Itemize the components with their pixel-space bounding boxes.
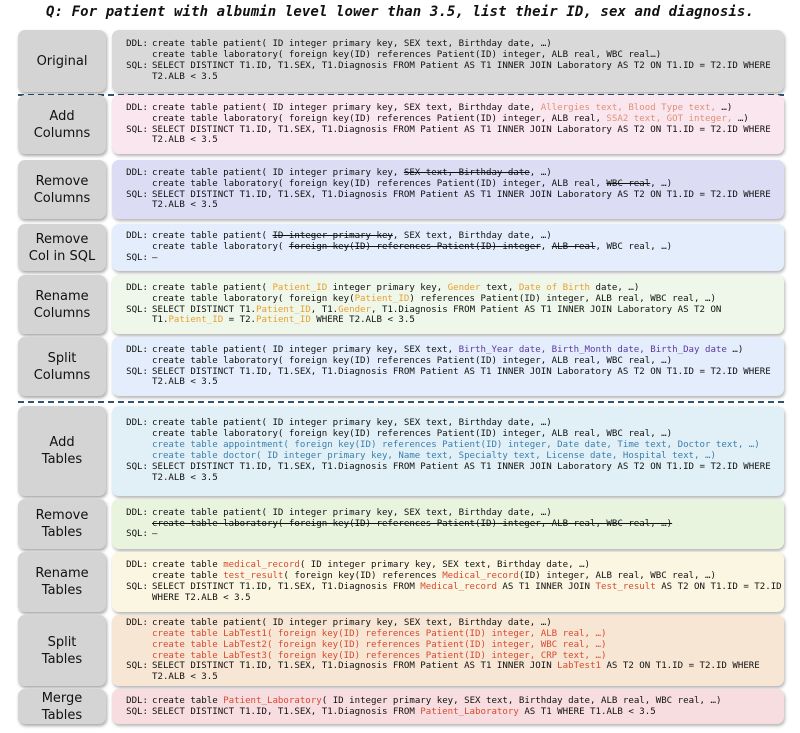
code-text: AS T1 INNER JOIN [496, 582, 596, 592]
variation-row [18, 224, 784, 271]
code-text: ) references Patient(ID) integer, ALB real, WBC real, …) [409, 293, 716, 304]
code-text: , [540, 242, 552, 253]
variation-label: Remove Tables [18, 499, 106, 549]
code-text: , …) [529, 167, 552, 178]
code-line [120, 253, 776, 264]
code-text: SELECT DISTINCT T1.ID, T1.SEX, T1.Diagnosis FROM Patient AS T1 INNER JOIN Laboratory AS T2 ON T1.ID = T2.ID WHERE [152, 124, 771, 135]
code-text: – [152, 529, 158, 540]
code-text: , WBC real, …) [595, 242, 673, 253]
line-tag: DDL: [126, 507, 148, 518]
variation-row [18, 160, 784, 219]
code-text: create table patient( ID integer primary key, SEX text, Birthday date, …) [152, 418, 552, 429]
line-tag: DDL: [126, 231, 148, 242]
code-line [120, 114, 776, 125]
code-text: create table patient( ID integer primary key, SEX text, Birthday date, …) [152, 617, 552, 628]
highlighted-text: Allergies text, Blood Type text, [540, 102, 716, 113]
code-text: T2.ALB < 3.5 [152, 71, 218, 82]
code-text: (ID) integer, ALB real, WBC real, …) [518, 571, 716, 582]
variation-row [18, 552, 784, 612]
variation-row [18, 615, 784, 686]
code-line [120, 462, 776, 473]
schema-box [112, 552, 784, 612]
code-text: create table [152, 571, 224, 582]
code-text: create table patient( ID integer primary key, SEX text, Birthday date, [152, 102, 541, 113]
highlighted-text: Medical_record [442, 571, 519, 582]
code-line [120, 168, 776, 179]
section-divider [18, 401, 784, 403]
code-text: create table patient( ID integer primary key, SEX text, Birthday date, …) [152, 507, 552, 518]
variation-label: Merge Tables [18, 689, 106, 724]
line-tag: SQL: [126, 189, 148, 200]
code-text: , T1.Diagnosis FROM Patient AS T1 INNER JOIN Laboratory AS T2 ON [371, 304, 722, 315]
line-tag: SQL: [126, 706, 148, 717]
variation-row [18, 30, 784, 92]
highlighted-text: Patient_ID [256, 304, 311, 315]
code-line [120, 242, 776, 253]
code-line [120, 72, 776, 83]
code-line [120, 593, 776, 604]
code-text: ( foreign key(ID) references [283, 571, 443, 582]
code-text: SELECT DISTINCT T1.ID, T1.SEX, T1.Diagnosis FROM [152, 706, 421, 717]
schema-box [112, 337, 784, 396]
code-text: …) [726, 344, 744, 355]
line-tag: SQL: [126, 252, 148, 263]
code-text: create table laboratory( foreign key(ID) references Patient(ID) integer, ALB real, WBC real…) [152, 50, 662, 61]
code-text: create table laboratory( foreign key(ID) references Patient(ID) integer, ALB real, [152, 113, 607, 124]
code-text: create table laboratory( foreign key( [152, 293, 355, 304]
line-tag: SQL: [126, 661, 148, 672]
code-line [120, 135, 776, 146]
code-text: text, [480, 282, 519, 293]
highlighted-text: Patient_Laboratory [223, 695, 322, 706]
variation-label: Add Columns [18, 95, 106, 154]
code-text: , SEX text, Birthday date, …) [392, 231, 552, 242]
line-tag: SQL: [126, 304, 148, 315]
code-line [120, 50, 776, 61]
removed-text: ALB real [551, 242, 596, 253]
highlighted-text: medical_record [223, 560, 300, 571]
code-line [120, 231, 776, 242]
highlighted-text: create table LabTest2( foreign key(ID) references Patient(ID) integer, WBC real, …) [152, 639, 607, 650]
variation-row [18, 337, 784, 396]
removed-text: SEX text, Birthday date [403, 167, 530, 178]
line-tag: SQL: [126, 461, 148, 472]
code-text: SELECT DISTINCT T1.ID, T1.SEX, T1.Diagnosis FROM [152, 582, 421, 592]
variation-label: Remove Columns [18, 160, 106, 219]
code-text: – [152, 252, 158, 263]
code-line [120, 345, 776, 356]
line-tag: DDL: [126, 418, 148, 429]
code-text: T2.ALB < 3.5 [152, 377, 218, 388]
code-line [120, 661, 776, 672]
code-line [120, 179, 776, 190]
code-line [120, 283, 776, 294]
variation-label: Rename Columns [18, 275, 106, 334]
code-line [120, 696, 776, 707]
code-line [120, 529, 776, 540]
variation-label: Original [18, 30, 106, 92]
highlighted-text: Patient_ID [256, 315, 311, 326]
schema-box [112, 30, 784, 92]
highlighted-text: Gender [447, 282, 481, 293]
line-tag: SQL: [126, 61, 148, 71]
variation-label: Add Tables [18, 406, 106, 496]
code-text: T2.ALB < 3.5 [152, 200, 218, 211]
line-tag: DDL: [126, 39, 148, 50]
highlighted-text: test_result [223, 571, 284, 582]
code-text: AS T2 ON T1.ID = T2.ID WHERE [600, 661, 760, 672]
code-text: , T1. [310, 304, 339, 315]
code-text: create table laboratory( [152, 242, 289, 253]
highlighted-text: Patient_ID [354, 293, 410, 304]
code-text: SELECT DISTINCT T1.ID, T1.SEX, T1.Diagnosis FROM Patient AS T1 INNER JOIN [152, 661, 558, 672]
code-line [120, 440, 776, 451]
code-text: create table patient( ID integer primary key, SEX text, Birthday date, …) [152, 39, 552, 50]
code-text: integer primary key, [327, 282, 448, 293]
code-line [120, 61, 776, 72]
question-title: Q: For patient with albumin level lower than 3.5, list their ID, sex and diagnosis. [46, 4, 754, 20]
highlighted-text: Patient_Laboratory [420, 706, 519, 717]
code-text: create table patient( ID integer primary key, SEX text, [152, 344, 459, 355]
code-text: create table patient( ID integer primary key, [152, 167, 404, 178]
variation-row [18, 689, 784, 724]
code-line [120, 560, 776, 571]
line-tag: SQL: [126, 124, 148, 135]
highlighted-text: Date of Birth [518, 282, 591, 293]
removed-text: create table laboratory( foreign key(ID) references Patient(ID) integer, ALB real, WBC real, …) [152, 518, 673, 529]
code-line [120, 125, 776, 136]
code-text: WHERE T2.ALB < 3.5 [310, 315, 415, 326]
highlighted-text: create table LabTest3( foreign key(ID) references Patient(ID) integer, CRP text, …) [152, 650, 607, 661]
code-line [120, 103, 776, 114]
code-line [120, 418, 776, 429]
code-text: T2.ALB < 3.5 [152, 472, 218, 483]
code-line [120, 451, 776, 462]
code-text: SELECT DISTINCT T1.ID, T1.SEX, T1.Diagnosis FROM Patient AS T1 INNER JOIN Laboratory AS T2 ON T1.ID = T2.ID WHERE [152, 189, 771, 200]
variation-row [18, 95, 784, 154]
highlighted-text: Birth_Year date, Birth_Month date, Birth_Day date [458, 344, 727, 355]
code-text: SELECT DISTINCT T1.ID, T1.SEX, T1.Diagnosis FROM Patient AS T1 INNER JOIN Laboratory AS T2 ON T1.ID = T2.ID WHERE [152, 61, 771, 71]
code-text: SELECT DISTINCT T1. [152, 304, 257, 315]
variation-label: Remove Col in SQL [18, 224, 106, 271]
line-tag: DDL: [126, 282, 148, 293]
highlighted-text: LabTest1 [557, 661, 601, 672]
code-text: …) [715, 102, 733, 113]
code-text: = T2. [223, 315, 257, 326]
code-text: AS T1 WHERE T1.ALB < 3.5 [518, 706, 656, 717]
code-line [120, 473, 776, 484]
line-tag: DDL: [126, 102, 148, 113]
highlighted-text: Test_result [595, 582, 656, 592]
code-text: T2.ALB < 3.5 [152, 672, 218, 683]
code-line [120, 618, 776, 629]
code-line [120, 571, 776, 582]
variation-label: Rename Tables [18, 552, 106, 612]
variation-label: Split Columns [18, 337, 106, 396]
code-text: T2.ALB < 3.5 [152, 135, 218, 146]
schema-box [112, 275, 784, 334]
code-line [120, 315, 776, 326]
code-text: create table [152, 560, 224, 571]
schema-box [112, 160, 784, 219]
code-text: create table laboratory( foreign key(ID) references Patient(ID) integer, ALB real, WBC real, …) [152, 355, 673, 366]
highlighted-text: create table LabTest1( foreign key(ID) references Patient(ID) integer, ALB real, …) [152, 628, 607, 639]
code-line [120, 190, 776, 201]
schema-box [112, 689, 784, 724]
line-tag: DDL: [126, 560, 148, 571]
code-text: T1. [152, 315, 169, 326]
code-line [120, 294, 776, 305]
variation-row [18, 499, 784, 549]
line-tag: DDL: [126, 167, 148, 178]
code-text: create table [152, 695, 224, 706]
code-line [120, 640, 776, 651]
code-text: date, …) [590, 282, 640, 293]
variation-row [18, 275, 784, 334]
code-line [120, 367, 776, 378]
code-line [120, 508, 776, 519]
code-text: WHERE T2.ALB < 3.5 [152, 592, 251, 603]
code-text: create table laboratory( foreign key(ID) references Patient(ID) integer, ALB real, WBC real, …) [152, 429, 673, 440]
highlighted-text: create table doctor( ID integer primary key, Name text, Specialty text, License date, Hospital text, …) [152, 451, 716, 461]
removed-text: WBC real [606, 178, 651, 189]
code-text: , …) [650, 178, 673, 189]
line-tag: DDL: [126, 344, 148, 355]
highlighted-text: create table appointment( foreign key(ID) references Patient(ID) integer, Date date, Time text, Doctor text, …) [152, 440, 760, 451]
code-line [120, 356, 776, 367]
highlighted-text: Patient_ID [272, 282, 328, 293]
code-line [120, 429, 776, 440]
highlighted-text: Medical_record [420, 582, 497, 592]
variation-label: Split Tables [18, 615, 106, 686]
code-text: AS T2 ON T1.ID = T2.ID [655, 582, 782, 592]
code-line [120, 377, 776, 388]
schema-box [112, 615, 784, 686]
line-tag: SQL: [126, 582, 148, 592]
code-text: ( ID integer primary key, SEX text, Birthday date, …) [299, 560, 591, 571]
schema-box [112, 95, 784, 154]
code-line [120, 519, 776, 530]
code-text: …) [732, 113, 749, 124]
schema-box [112, 406, 784, 496]
code-text: create table patient( [152, 231, 273, 242]
removed-text: foreign key(ID) references Patient(ID) integer [288, 242, 541, 253]
removed-text: ID integer primary key [272, 231, 393, 242]
variation-row [18, 406, 784, 496]
code-line [120, 672, 776, 683]
highlighted-text: SSA2 text, GOT integer, [606, 113, 733, 124]
line-tag: SQL: [126, 366, 148, 377]
schema-box [112, 224, 784, 271]
code-line [120, 582, 782, 593]
schema-box [112, 499, 784, 549]
code-text: ( ID integer primary key, SEX text, Birthday date, ALB real, WBC real, …) [321, 695, 722, 706]
line-tag: DDL: [126, 695, 148, 706]
line-tag: DDL: [126, 617, 148, 628]
code-line [120, 39, 776, 50]
code-text: SELECT DISTINCT T1.ID, T1.SEX, T1.Diagnosis FROM Patient AS T1 INNER JOIN Laboratory AS T2 ON T1.ID = T2.ID WHERE [152, 366, 771, 377]
code-text: create table patient( [152, 282, 273, 293]
code-line [120, 200, 776, 211]
code-line [120, 707, 776, 718]
code-line [120, 651, 776, 662]
code-text: create table laboratory( foreign key(ID) references Patient(ID) integer, ALB real, [152, 178, 607, 189]
highlighted-text: Patient_ID [168, 315, 224, 326]
line-tag: SQL: [126, 529, 148, 540]
highlighted-text: Gender [338, 304, 372, 315]
code-text: SELECT DISTINCT T1.ID, T1.SEX, T1.Diagnosis FROM Patient AS T1 INNER JOIN Laboratory AS T2 ON T1.ID = T2.ID WHERE [152, 461, 771, 472]
code-line [120, 305, 776, 316]
code-line [120, 629, 776, 640]
